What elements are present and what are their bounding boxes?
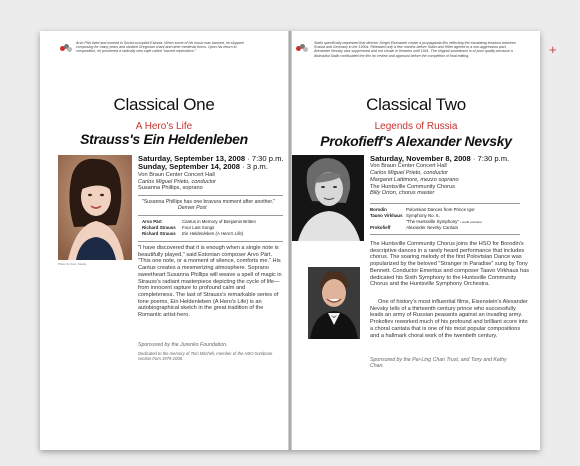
program-item: "The Huntsville Symphony" • world premiere — [406, 219, 482, 224]
press-quote: "Susanna Phillips has one bravura moment after another." Denver Post — [142, 199, 276, 212]
conductor: Carlos Miguel Prieto, conductor — [370, 170, 449, 177]
side-note: Arvo Pärt lived and worked in Soviet-occupied Estonia. When some of his music was banned, he stopped composing for many years and studied Gregorian chant and other medieval forms. Upon his return to composition, he pioneered a radically new style called "sacred minimalism." — [76, 41, 244, 54]
hso-logo-icon — [60, 44, 72, 53]
date-line-1: Saturday, September 13, 2008 · 7:30 p.m. — [138, 154, 284, 163]
divider — [138, 195, 283, 196]
program-description: "I have discovered that it is enough when a single note is beautifully played," said Estonian composer Arvo Pärt. "This one note, or a moment of silence, comforts me." His Cantus creates a mesmerizing atmosphere. Soprano sweetheart Susanna Phillips will weave a spell of magic in Strauss's radiant masterpiece depicting the cycle of life—from innocent rapture to profound calm and completeness. The last of Strauss's remarkable series of tone poems, Ein Heldenleben (A Hero's Life) is an autobiographical sketch in the great tradition of the Romantic artist-hero. — [138, 245, 282, 319]
divider — [138, 215, 283, 216]
hso-logo-icon — [296, 44, 308, 53]
divider — [370, 234, 520, 235]
concert-subtitle: Legends of Russia — [374, 121, 458, 132]
soloist-photo — [292, 155, 364, 241]
venue: Von Braun Center Concert Hall — [138, 171, 215, 178]
page-classical-two — [292, 31, 540, 450]
soloist: Susanna Phillips, soprano — [138, 185, 203, 192]
soloist-photo — [58, 155, 132, 260]
concert-details — [370, 155, 530, 197]
concert-subtitle: A Hero's Life — [135, 121, 193, 132]
program-description-2: One of history's most influential films, Eisenstein's Alexander Nevsky tells of a thirteenth century prince who successfully leads an army of Russian peasants against an invading army. Prokofiev reworked much of his profound and brilliant score into a choral cantata that is one of his most popular compositions and a hallmark choral work of the twentieth century. — [370, 299, 528, 339]
venue: Von Braun Center Concert Hall — [370, 163, 447, 170]
sponsor-note: Sponsored by the Jurenko Foundation. — [138, 342, 228, 348]
date-line-1: Saturday, November 8, 2008 · 7:30 p.m. — [370, 154, 510, 163]
photo-caption: Photo by Kern Studio — [58, 262, 87, 266]
page-title: Classical One — [113, 95, 215, 114]
program-list — [370, 207, 528, 231]
featured-work: Prokofieff's Alexander Nevsky — [320, 133, 512, 149]
program-item: Borodin Polovtsian Dances from Prince Igor — [370, 207, 475, 212]
program-item: Arvo Pärt Cantus in Memory of Benjamin Britten — [142, 219, 256, 224]
conductor: Carlos Miguel Prieto, conductor — [138, 178, 217, 185]
featured-work: Strauss's Ein Heldenleben — [80, 131, 248, 147]
dedication-note: Dedicated to the memory of Tom Mitchell, member of the HSO trombone section from 1979-2008. — [138, 351, 273, 361]
page-title: Classical Two — [366, 95, 466, 114]
program-item: Richard Strauss Four Last Songs — [142, 225, 215, 230]
program-item: Prokofieff Alexander Nevsky Cantata — [370, 225, 458, 230]
chorus-master: Billy Orton, chorus master — [370, 190, 435, 197]
chorus: The Huntsville Community Chorus — [370, 183, 455, 190]
concert-details — [138, 155, 286, 192]
program-description: The Huntsville Community Chorus joins the HSO for Borodin's descriptive dances in a rarely heard performance that includes chorus. The soaring melody of the first Polovtsian Dance was popularized by the beloved "Stranger in Paradise" sung by Tony Bennett. Conductor Emeritus and composer Taavo Virkhaus has dedicated his Sixth Symphony to the Huntsville Community Chorus and the Huntsville Symphony Orchestra. — [370, 241, 529, 288]
program-item: Tauno Virkhaus Symphony No. 6, — [370, 213, 440, 218]
brochure-spread — [40, 31, 540, 450]
date-line-2: Sunday, September 14, 2008 · 3 p.m. — [138, 162, 268, 172]
plus-icon: + — [549, 42, 557, 57]
program-item: Richard Strauss Ein Heldenleben (A Hero's Life) — [142, 231, 244, 236]
program-list — [142, 219, 282, 237]
side-note: Stalin specifically requested that director Sergei Eisenstein create a propaganda film reflecting the escalating tensions between Russia and Germany in the 1930s. Released only a few months before Stalin and Hitler agreed to a non-aggression pact, Alexander Nevsky was suppressed and not shown in theaters until 1941. The original soundtrack is of poor quality because a distrustful Stalin confiscated the film for review and approval before the completion of final editing. — [314, 41, 516, 58]
soloist: Margaret Lattimore, mezzo soprano — [370, 176, 459, 183]
sponsor-note: Sponsored by the Pei-Ling Chan Trust, and Tony and Kathy Chan. — [370, 357, 507, 370]
divider — [138, 241, 283, 242]
divider — [370, 203, 520, 204]
guest-photo — [308, 267, 360, 339]
page-classical-one — [40, 31, 288, 450]
